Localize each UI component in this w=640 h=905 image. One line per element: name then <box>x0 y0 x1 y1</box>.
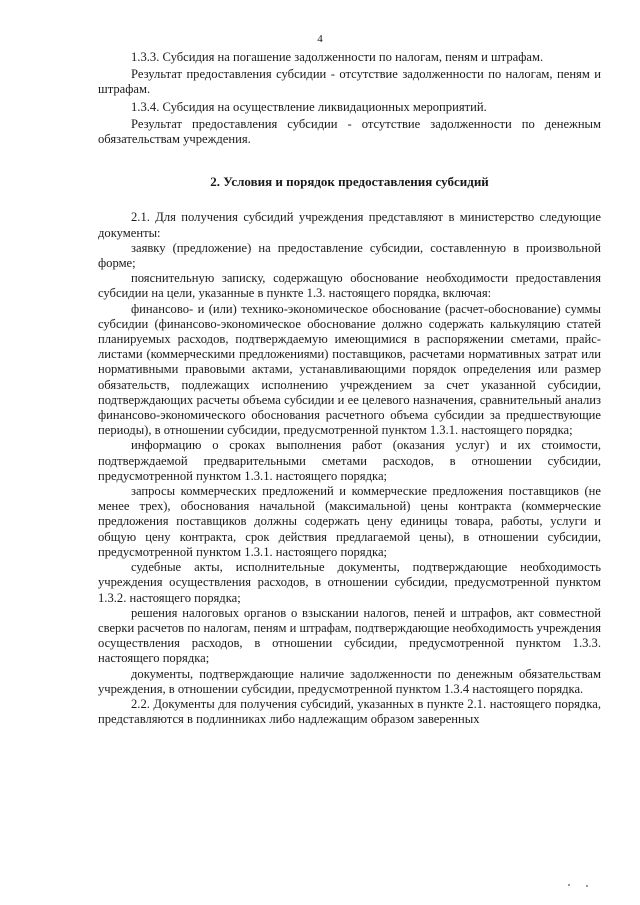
paragraph-result-1-3-3: Результат предоставления субсидии - отсутствие задолженности по налогам, пеням и штрафам. <box>98 67 601 97</box>
paragraph-debt-documents: документы, подтверждающие наличие задолженности по денежным обязательствам учреждения, в отношении субсидии, предусмотренной пунктом 1.3.4 настоящего порядка. <box>98 666 601 696</box>
paragraph-work-schedule: информацию о сроках выполнения работ (оказания услуг) и их стоимости, подтверждаемой предварительными сметами расходов, в отношении субсидии, предусмотренной пунктом 1.3.1. настоящего порядка; <box>98 438 601 483</box>
paragraph-application: заявку (предложение) на предоставление субсидии, составленную в произвольной форме; <box>98 240 601 271</box>
page-number: 4 <box>317 33 323 45</box>
paragraph-1-3-3: 1.3.3. Субсидия на погашение задолженности по налогам, пеням и штрафам. <box>131 50 544 64</box>
scan-speck <box>586 885 588 887</box>
paragraph-2-2: 2.2. Документы для получения субсидий, указанных в пункте 2.1. настоящего порядка, представляются в подлинниках либо надлежащим образом заверенных <box>98 696 601 727</box>
paragraph-tax-decisions: решения налоговых органов о взыскании налогов, пеней и штрафов, акт совместной сверки расчетов по налогам, пеням и штрафам, подтверждающие необходимость учреждения осуществления расходов, в отношении субсидии, предусмотренной пунктом 1.3.3. настоящего порядка; <box>98 605 601 666</box>
paragraph-result-1-3-4: Результат предоставления субсидии - отсутствие задолженности по денежным обязательствам учреждения. <box>98 116 601 147</box>
paragraph-2-1: 2.1. Для получения субсидий учреждения представляют в министерство следующие документы: <box>98 210 601 240</box>
paragraph-commercial-offers: запросы коммерческих предложений и коммерческие предложения поставщиков (не менее трех), обоснования начальной (максимальной) цены контракта (коммерческие предложения поставщиков должны содержать цену единицы товара, работы, услуги и общую цену контракта, срок действия предлагаемой цены), в отношении субсидии, предусмотренной пунктом 1.3.1. настоящего порядка; <box>98 484 601 559</box>
paragraph-feasibility-study: финансово- и (или) технико-экономическое обоснование (расчет-обоснование) суммы субсидии (финансово-экономическое обоснование должно содержать калькуляцию статей планируемых расходов, подтверждаемую имеющимися в распоряжении сметами, прайс-листами (коммерческими предложениями) поставщиков, расчетами нормативных затрат или нормативными правовыми актами, устанавливающими порядок определения или размер обязательств, подлежащих исполнению учреждением за счет указанной субсидии, подтверждающих расчеты объема субсидии и ее целевого назначения, сравнительный анализ финансово-экономического обоснования расчетного объема субсидии за предшествующие периоды), в отношении субсидии, предусмотренной пунктом 1.3.1. настоящего порядка; <box>98 301 601 438</box>
document-body <box>98 50 601 727</box>
paragraph-explanatory-note: пояснительную записку, содержащую обоснование необходимости предоставления субсидии на цели, указанные в пункте 1.3. настоящего порядка, включая: <box>98 271 601 301</box>
paragraph-1-3-4: 1.3.4. Субсидия на осуществление ликвидационных мероприятий. <box>131 99 487 114</box>
scan-speck <box>568 884 570 886</box>
paragraph-court-acts: судебные акты, исполнительные документы, подтверждающие необходимость учреждения осуществления расходов, в отношении субсидии, предусмотренной пунктом 1.3.2. настоящего порядка; <box>98 560 601 605</box>
section-heading: 2. Условия и порядок предоставления субсидий <box>210 174 489 190</box>
